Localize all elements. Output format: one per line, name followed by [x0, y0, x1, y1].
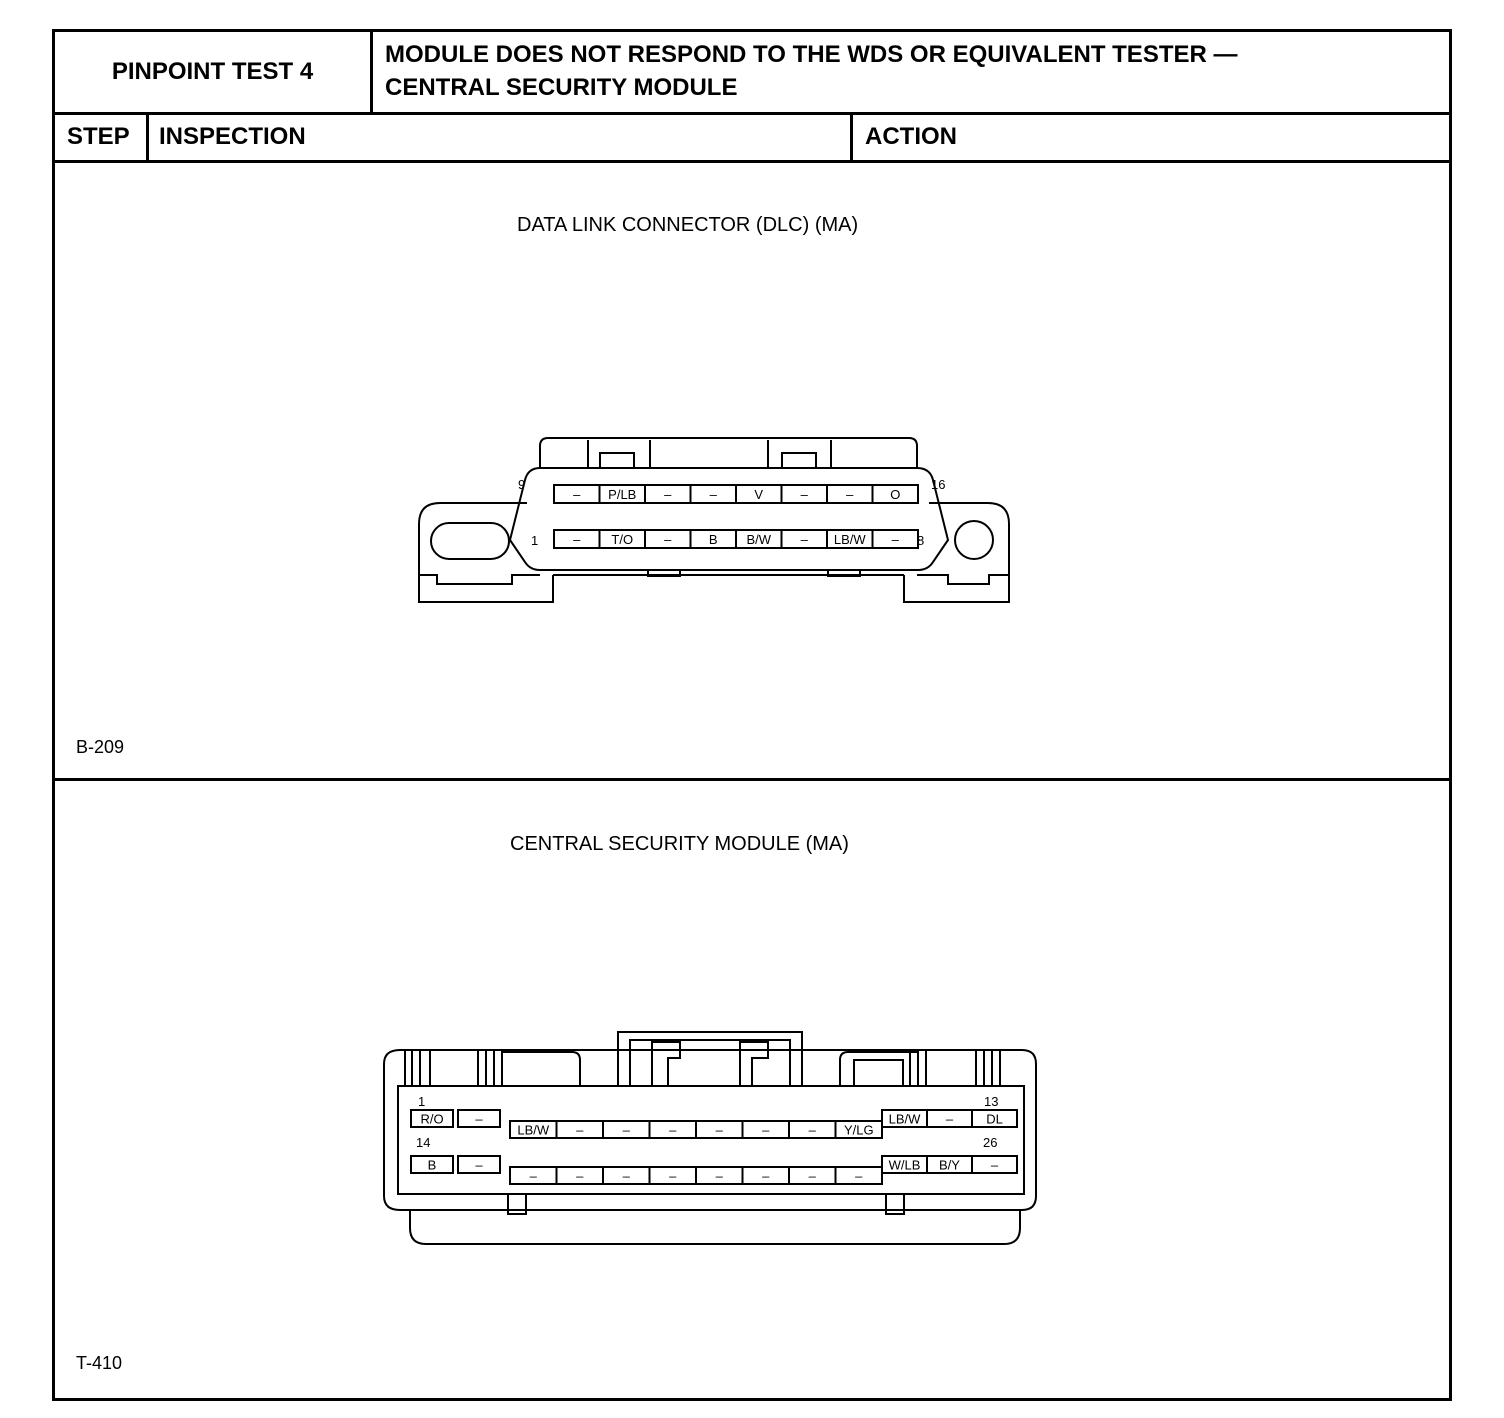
pinpoint-test-label: PINPOINT TEST 4 — [111, 58, 314, 85]
dlc-pin-9-label: 9 — [518, 477, 526, 492]
csm-top-mid-cavity-label-1: LB/W — [517, 1122, 550, 1138]
csm-top-mid-cavity-label-7: – — [808, 1122, 816, 1138]
csm-top-mid-cavity-label-3: – — [622, 1122, 630, 1138]
csm-pin-13-label: 13 — [984, 1094, 999, 1109]
dlc-pin-1-label: 1 — [531, 533, 539, 548]
csm-top-right-cavity-label-2: – — [945, 1111, 954, 1127]
csm-top-mid-cavity-label-5: – — [715, 1122, 723, 1138]
column-header-action: ACTION — [865, 123, 957, 150]
csm-top-mid-cavity-label-6: – — [762, 1122, 770, 1138]
csm-bottom-mid-cavity-label-1: – — [529, 1168, 537, 1184]
csm-bottom-mid-cavity-label-3: – — [622, 1168, 630, 1184]
dlc-top-cavity-label-6: – — [800, 487, 808, 502]
csm-bottom-right-cavity-label-2: B/Y — [939, 1157, 960, 1173]
csm-top-right-cavity-label-3: DL — [986, 1111, 1003, 1127]
csm-bottom-left-cavity-label-2: – — [475, 1157, 483, 1173]
csm-bottom-mid-cavity-label-7: – — [808, 1168, 816, 1184]
csm-pin-26-label: 26 — [983, 1135, 998, 1150]
dlc-pin-16-label: 16 — [931, 477, 946, 492]
csm-bottom-mid-cavity-label-5: – — [715, 1168, 723, 1184]
csm-top-mid-cavity-label-4: – — [669, 1122, 677, 1138]
csm-bottom-left-cavity-label-1: B — [427, 1157, 437, 1173]
dlc-bottom-cavity-label-5: B/W — [746, 532, 772, 547]
csm-top-left-cavity-label-2: – — [475, 1111, 483, 1127]
test-title-line2: CENTRAL SECURITY MODULE — [385, 74, 738, 101]
csm-top-right-cavity-label-1: LB/W — [888, 1111, 921, 1127]
csm-bottom-mid-cavity-label-6: – — [762, 1168, 770, 1184]
dlc-top-cavity-label-3: – — [664, 487, 672, 502]
column-header-inspection: INSPECTION — [159, 123, 306, 150]
dlc-top-cavity-label-7: – — [846, 487, 854, 502]
dlc-reference: B-209 — [76, 737, 125, 757]
csm-title: CENTRAL SECURITY MODULE (MA) — [510, 833, 849, 855]
csm-bottom-mid-cavity-label-4: – — [669, 1168, 677, 1184]
column-header-step: STEP — [67, 123, 130, 150]
dlc-bottom-cavity-label-6: – — [800, 532, 808, 547]
csm-pin-14-label: 14 — [416, 1135, 431, 1150]
dlc-top-cavity-label-8: O — [890, 487, 901, 502]
csm-top-left-cavity-label-1: R/O — [420, 1111, 444, 1127]
csm-top-mid-cavity-label-2: – — [576, 1122, 584, 1138]
csm-bottom-mid-cavity-label-2: – — [576, 1168, 584, 1184]
csm-bottom-mid-cavity-label-8: – — [855, 1168, 863, 1184]
dlc-title: DATA LINK CONNECTOR (DLC) (MA) — [517, 214, 859, 236]
dlc-bottom-cavity-label-2: T/O — [611, 532, 634, 547]
csm-reference: T-410 — [76, 1353, 123, 1373]
csm-pin-1-label: 1 — [418, 1094, 426, 1109]
dlc-bottom-cavity-label-1: – — [573, 532, 581, 547]
csm-bottom-right-cavity-label-1: W/LB — [888, 1157, 921, 1173]
dlc-top-cavity-label-2: P/LB — [608, 487, 637, 502]
test-title-line1: MODULE DOES NOT RESPOND TO THE WDS OR EQUIVALENT TESTER — — [385, 41, 1238, 68]
dlc-bottom-cavity-label-8: – — [891, 532, 899, 547]
dlc-bottom-cavity-label-3: – — [664, 532, 672, 547]
dlc-top-cavity-label-4: – — [709, 487, 717, 502]
dlc-top-cavity-label-1: – — [573, 487, 581, 502]
dlc-top-cavity-label-5: V — [754, 487, 764, 502]
csm-cavity-rows — [411, 1110, 1017, 1184]
dlc-bottom-cavity-label-4: B — [708, 532, 718, 547]
csm-bottom-right-cavity-label-3: – — [990, 1157, 999, 1173]
dlc-pin-8-label: 8 — [917, 533, 925, 548]
csm-top-mid-cavity-label-8: Y/LG — [843, 1122, 874, 1138]
dlc-bottom-cavity-label-7: LB/W — [833, 532, 866, 547]
